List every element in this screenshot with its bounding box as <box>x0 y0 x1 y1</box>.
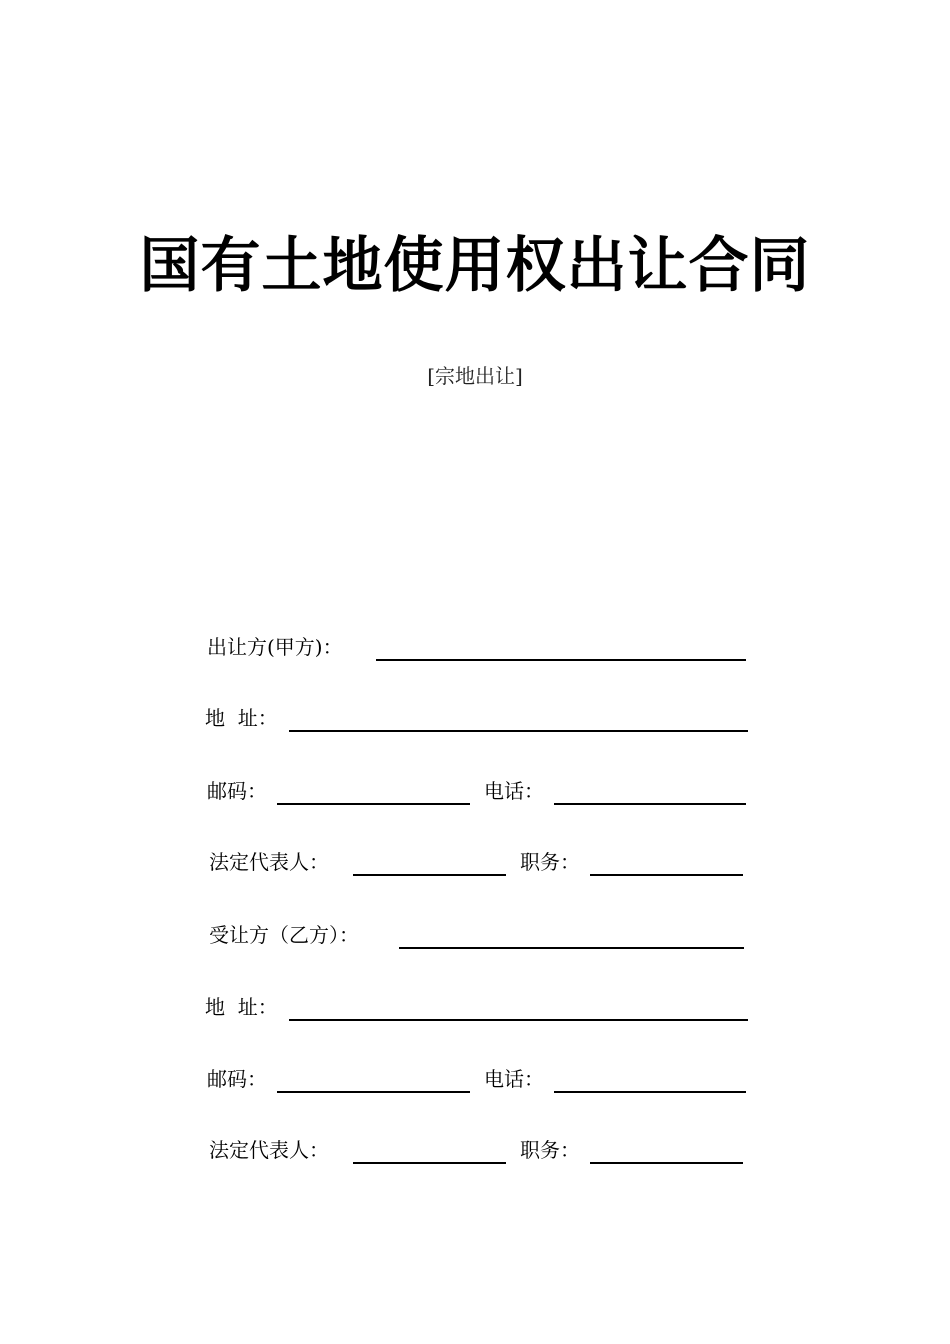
party-a-address-field[interactable] <box>289 730 748 732</box>
contract-subtitle: [宗地出让] <box>427 364 523 388</box>
party-b-position-label: 职务： <box>520 1138 580 1162</box>
party-a-legal-rep-label: 法定代表人： <box>209 850 329 874</box>
party-b-postcode-field[interactable] <box>277 1091 470 1093</box>
party-a-position-field[interactable] <box>590 874 743 876</box>
party-a-contact-row <box>0 776 950 806</box>
party-b-name-field[interactable] <box>399 947 744 949</box>
party-b-postcode-label: 邮码： <box>207 1067 267 1091</box>
party-b-contact-row <box>0 1064 950 1094</box>
party-b-name-label: 受让方（乙方）： <box>209 923 359 947</box>
party-a-legal-rep-field[interactable] <box>353 874 506 876</box>
party-a-phone-field[interactable] <box>554 803 746 805</box>
party-b-rep-row <box>0 1135 950 1165</box>
party-b-legal-rep-label: 法定代表人： <box>209 1138 329 1162</box>
party-a-postcode-field[interactable] <box>277 803 470 805</box>
party-a-address-row <box>0 703 950 733</box>
party-b-name-row <box>0 920 950 950</box>
party-a-name-field[interactable] <box>376 659 746 661</box>
party-a-name-label: 出让方(甲方)： <box>207 635 343 659</box>
contract-title: 国有土地使用权出让合同 <box>139 231 811 301</box>
party-b-address-label: 地 址： <box>205 995 278 1019</box>
party-a-address-label: 地 址： <box>205 706 278 730</box>
party-b-address-field[interactable] <box>289 1019 748 1021</box>
party-b-phone-field[interactable] <box>554 1091 746 1093</box>
party-a-rep-row <box>0 847 950 877</box>
party-a-postcode-label: 邮码： <box>207 779 267 803</box>
party-a-name-row <box>0 632 950 662</box>
party-b-legal-rep-field[interactable] <box>353 1162 506 1164</box>
party-a-phone-label: 电话： <box>484 779 544 803</box>
party-b-position-field[interactable] <box>590 1162 743 1164</box>
party-b-phone-label: 电话： <box>484 1067 544 1091</box>
party-a-position-label: 职务： <box>520 850 580 874</box>
party-b-address-row <box>0 992 950 1022</box>
